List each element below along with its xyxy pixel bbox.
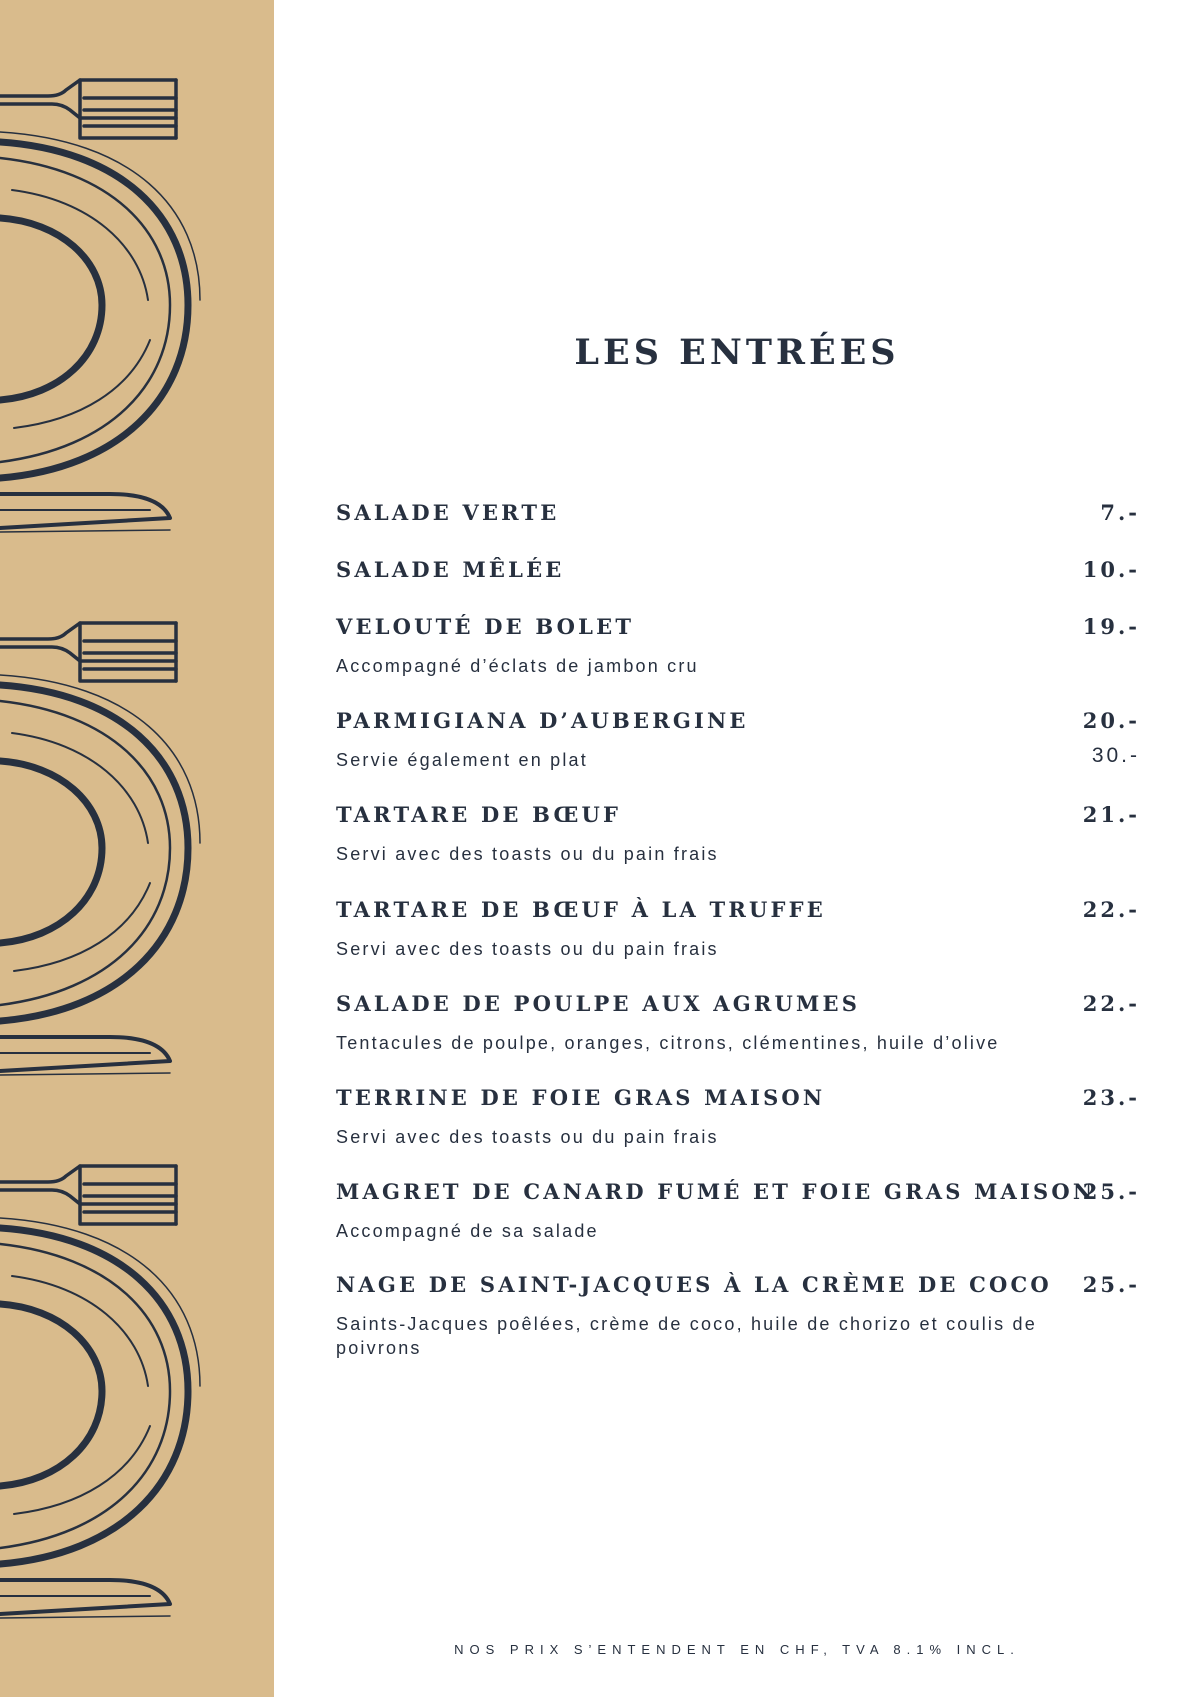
menu-item-name: SALADE MÊLÉE (336, 557, 565, 582)
price-footnote: NOS PRIX S’ENTENDENT EN CHF, TVA 8.1% INCL. (454, 1642, 1020, 1657)
menu-item-name: SALADE VERTE (336, 500, 560, 525)
menu-item-description: Tentacules de poulpe, oranges, citrons, clémentines, huile d’olive (336, 1033, 1000, 1053)
menu-item-name: VELOUTÉ DE BOLET (336, 614, 635, 639)
menu-item-name: TARTARE DE BŒUF (336, 802, 622, 827)
menu-item-description: Saints-Jacques poêlées, crème de coco, huile de chorizo et coulis de poivrons (336, 1314, 1037, 1358)
menu-item-price: 19.- (1082, 614, 1140, 639)
menu-item-name: NAGE DE SAINT-JACQUES À LA CRÈME DE COCO (336, 1272, 1052, 1297)
menu-item-name: MAGRET DE CANARD FUMÉ ET FOIE GRAS MAISON (336, 1179, 1096, 1204)
menu-item-price: 20.- (1082, 708, 1140, 733)
menu-item-name: TERRINE DE FOIE GRAS MAISON (336, 1085, 826, 1110)
menu-item-price: 25.- (1082, 1179, 1140, 1204)
menu-item-description: Servie également en plat (336, 750, 588, 770)
menu-item-description: Accompagné d’éclats de jambon cru (336, 656, 699, 676)
menu-item-name: PARMIGIANA D’AUBERGINE (336, 708, 749, 733)
menu-item-price: 7.- (1100, 500, 1140, 525)
menu-item-price: 22.- (1082, 991, 1140, 1016)
menu-item-price: 25.- (1082, 1272, 1140, 1297)
menu-item-price: 21.- (1082, 802, 1140, 827)
menu-item-description: Servi avec des toasts ou du pain frais (336, 844, 719, 864)
decorative-sidebar (0, 0, 274, 1697)
menu-item-description: Accompagné de sa salade (336, 1221, 599, 1241)
menu-item-name: SALADE DE POULPE AUX AGRUMES (336, 991, 861, 1016)
menu-item-name: TARTARE DE BŒUF À LA TRUFFE (336, 897, 826, 922)
section-title: LES ENTRÉES (574, 332, 900, 373)
menu-item-price: 10.- (1082, 557, 1140, 582)
tableware-illustration (0, 0, 274, 1697)
menu-item-description: Servi avec des toasts ou du pain frais (336, 939, 719, 959)
menu-item-price: 22.- (1082, 897, 1140, 922)
menu-item-description: Servi avec des toasts ou du pain frais (336, 1127, 719, 1147)
menu-item-price: 23.- (1082, 1085, 1140, 1110)
menu-item-alt-price: 30.- (1091, 744, 1140, 767)
